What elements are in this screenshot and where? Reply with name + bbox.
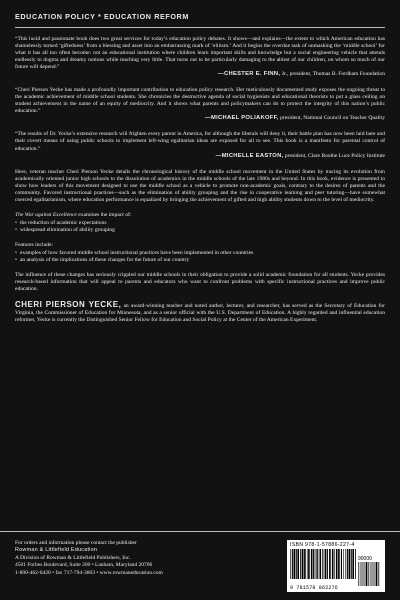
price-barcode-block bbox=[358, 556, 380, 591]
author-bio bbox=[15, 301, 385, 324]
footer bbox=[0, 531, 400, 600]
blurb-author: —MICHAEL POLIAKOFF, bbox=[204, 115, 279, 122]
blurb-author: —CHESTER E. FINN, bbox=[217, 71, 281, 78]
blurb-finn bbox=[15, 36, 385, 78]
blurb-attribution bbox=[15, 115, 385, 122]
book-description: Here, veteran teacher Cheri Pierson Yecke details the chronological history of the middle school movement in the United States by tracing its evolution from academically oriented junior high schools to the dissolution of academics in the middle schools of the late 1980s and beyond. In this book, evidence is presented to show how leaders of this movement designed to use the middle school as a vehicle to promote non-academic goals, contrary to the desires of parents and the community. Favored instructional practices—such as the elimination of ability grouping and the rise in cooperative learning and peer tutoring—have somewhat coerced egalitarianism, where education performance is equalized by bringing the achievement of gifted and high ability students down to the level of mediocrity. bbox=[15, 168, 385, 203]
isbn-label: ISBN 978-1-57886-227-4 bbox=[290, 542, 355, 548]
blurb-affiliation: president, National Council on Teacher Quality bbox=[278, 115, 385, 122]
book-title: The War against Excellence bbox=[15, 211, 77, 218]
publisher-phone: 1-800-462-6420 • fax 717-794-3803 • www.rowmaneducation.com bbox=[15, 569, 163, 576]
blurb-easton bbox=[15, 131, 385, 159]
barcode-row bbox=[290, 549, 382, 591]
ean-barcode-block bbox=[290, 549, 356, 591]
ean-digits: 9 781578 862276 bbox=[290, 585, 339, 591]
list-item: • the reduction of academic expectations bbox=[15, 220, 385, 227]
author-bio-text: an award-winning teacher and noted author, lecturer, and researcher, has served as the Secretary of Education for Virginia, the Commissioner of Education for Minnesota, and as a senior official with the U.S. Department of Education. A highly regarded and influential education reformer, Yecke is currently the Distinguished Senior Fellow for Education and Social Policy at the Center of the American Experiment. bbox=[15, 303, 385, 324]
closing-paragraph: The influence of these changes has seriously crippled our middle schools in their obligation to provide a solid academic foundation for all students. Yecke provides research-based information that will appeal to parents and educators who want to confront problems with specific instructional practices and improve public education. bbox=[15, 272, 385, 293]
publisher-imprint: Rowman & Littlefield Education bbox=[15, 547, 98, 554]
publisher-division: A Division of Rowman & Littlefield Publishers, Inc. bbox=[15, 554, 131, 561]
list-item: • widespread elimination of ability grouping bbox=[15, 227, 385, 234]
impact-list bbox=[15, 220, 385, 234]
publisher-info bbox=[15, 540, 163, 577]
blurb-author: —MICHELLE EASTON, bbox=[215, 152, 284, 159]
blurb-text: “This lucid and passionate book does two great services for today’s education policy debates. It shows—and explains—the extent to which American education has shamelessly turned ‘giftedness’ from a blessing and asset into an embarrassing mark of ‘elitism.’ And it begins the overdue task of unmasking the ‘middle school’ for what it has all too often become: not an educational institution where children learn important skills and knowledge but a social engineering vehicle that attends endlessly to dogma and dreamy notions while teaching very little. That turns out to be particularly damaging to the ablest of our children, on whom so much of our future will depend.” bbox=[15, 36, 385, 71]
ean-barcode-icon bbox=[290, 549, 356, 579]
category-header: EDUCATION POLICY * EDUCATION REFORM bbox=[15, 12, 189, 21]
blurb-attribution bbox=[15, 153, 385, 160]
price-code: 90000 bbox=[358, 556, 372, 562]
war-section-suffix: examines the impact of: bbox=[76, 211, 132, 218]
features-list bbox=[15, 250, 385, 264]
top-rule bbox=[15, 27, 385, 28]
blurb-affiliation: Jr., president, Thomas B. Fordham Foundation bbox=[280, 71, 385, 78]
list-item: • examples of how favored middle school instructional practices have been implemented in other countries bbox=[15, 250, 385, 257]
blurb-attribution bbox=[15, 71, 385, 78]
blurb-text: “Cheri Pierson Yecke has made a profoundly important contribution to education policy research. Her meticulously documented study exposes the ongoing threat to the academic achievement of middle school students. She chronicles the destructive agenda of social hygienists and educational theorists to put a glass ceiling on student achievement in the name of an equity of mediocrity. And it shows what parents and policymakers can do to protect the integrity of this nation’s public education.” bbox=[15, 87, 385, 115]
publisher-contact-line: For orders and information please contact the publisher bbox=[15, 540, 137, 546]
author-name: CHERI PIERSON YECKE, bbox=[15, 300, 122, 310]
barcode-box bbox=[287, 540, 385, 592]
features-intro: Features include: bbox=[15, 241, 54, 248]
list-item: • an analysis of the implications of these changes for the future of our country bbox=[15, 257, 385, 264]
price-barcode-icon bbox=[358, 562, 380, 586]
war-section-intro bbox=[15, 212, 385, 219]
blurb-poliakoff bbox=[15, 87, 385, 122]
blurb-affiliation: president, Clare Boothe Luce Policy Institute bbox=[283, 152, 385, 159]
publisher-address: 4501 Forbes Boulevard, Suite 200 • Lanham, Maryland 20706 bbox=[15, 562, 153, 569]
blurb-text: “The results of Dr. Yecke’s extensive research will frighten every parent in America, for although the liberals will deny it, their battle plan has now been laid bare and their covert means of using public schools to implement left-wing egalitarian ideas are exposed for all to see. This book is a manifesto for parental control of education.” bbox=[15, 131, 385, 152]
